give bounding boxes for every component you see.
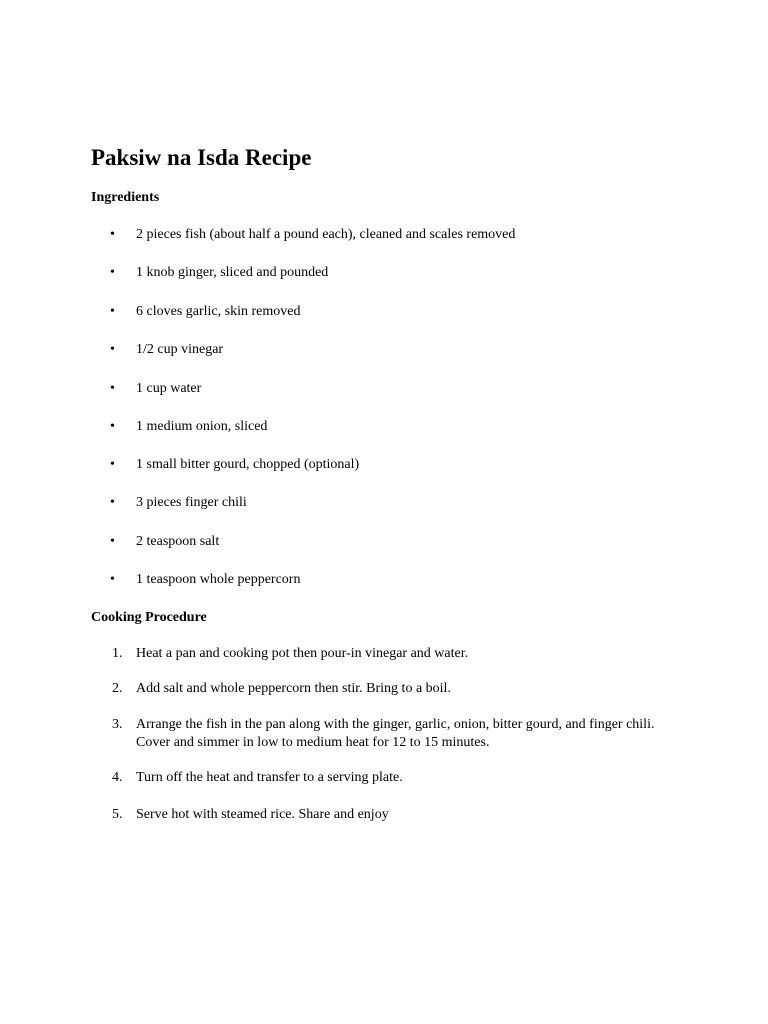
bullet-icon: •: [110, 227, 115, 242]
bullet-icon: •: [110, 381, 115, 396]
ingredient-text: 1 cup water: [136, 381, 202, 396]
step-number: 5.: [112, 807, 123, 822]
step-number: 4.: [112, 770, 123, 785]
step-text: Heat a pan and cooking pot then pour-in vinegar and water.: [136, 646, 469, 661]
page-title: Paksiw na Isda Recipe: [91, 145, 312, 170]
ingredient-text: 1 teaspoon whole peppercorn: [136, 572, 301, 587]
step-text: Arrange the fish in the pan along with the ginger, garlic, onion, bitter gourd, and finger chili. Cover and simmer in low to medium heat for 12 to 15 minutes.: [136, 717, 655, 750]
ingredient-text: 2 teaspoon salt: [136, 534, 220, 549]
ingredient-text: 1 medium onion, sliced: [136, 419, 268, 434]
ingredient-text: 2 pieces fish (about half a pound each), cleaned and scales removed: [136, 227, 516, 242]
bullet-icon: •: [110, 342, 115, 357]
bullet-icon: •: [110, 457, 115, 472]
step-text: Turn off the heat and transfer to a serving plate.: [136, 770, 403, 785]
ingredient-text: 3 pieces finger chili: [136, 495, 247, 510]
ingredients-heading: Ingredients: [91, 190, 160, 205]
bullet-icon: •: [110, 419, 115, 434]
bullet-icon: •: [110, 304, 115, 319]
step-text: Add salt and whole peppercorn then stir. Bring to a boil.: [136, 681, 451, 696]
ingredient-text: 1 knob ginger, sliced and pounded: [136, 265, 329, 280]
procedure-heading: Cooking Procedure: [91, 610, 207, 625]
bullet-icon: •: [110, 572, 115, 587]
step-number: 2.: [112, 681, 123, 696]
bullet-icon: •: [110, 534, 115, 549]
ingredient-text: 1/2 cup vinegar: [136, 342, 224, 357]
ingredient-text: 1 small bitter gourd, chopped (optional): [136, 457, 360, 472]
ingredient-text: 6 cloves garlic, skin removed: [136, 304, 301, 319]
step-text: Serve hot with steamed rice. Share and enjoy: [136, 807, 389, 822]
bullet-icon: •: [110, 265, 115, 280]
step-number: 1.: [112, 646, 123, 661]
bullet-icon: •: [110, 495, 115, 510]
step-number: 3.: [112, 717, 123, 732]
